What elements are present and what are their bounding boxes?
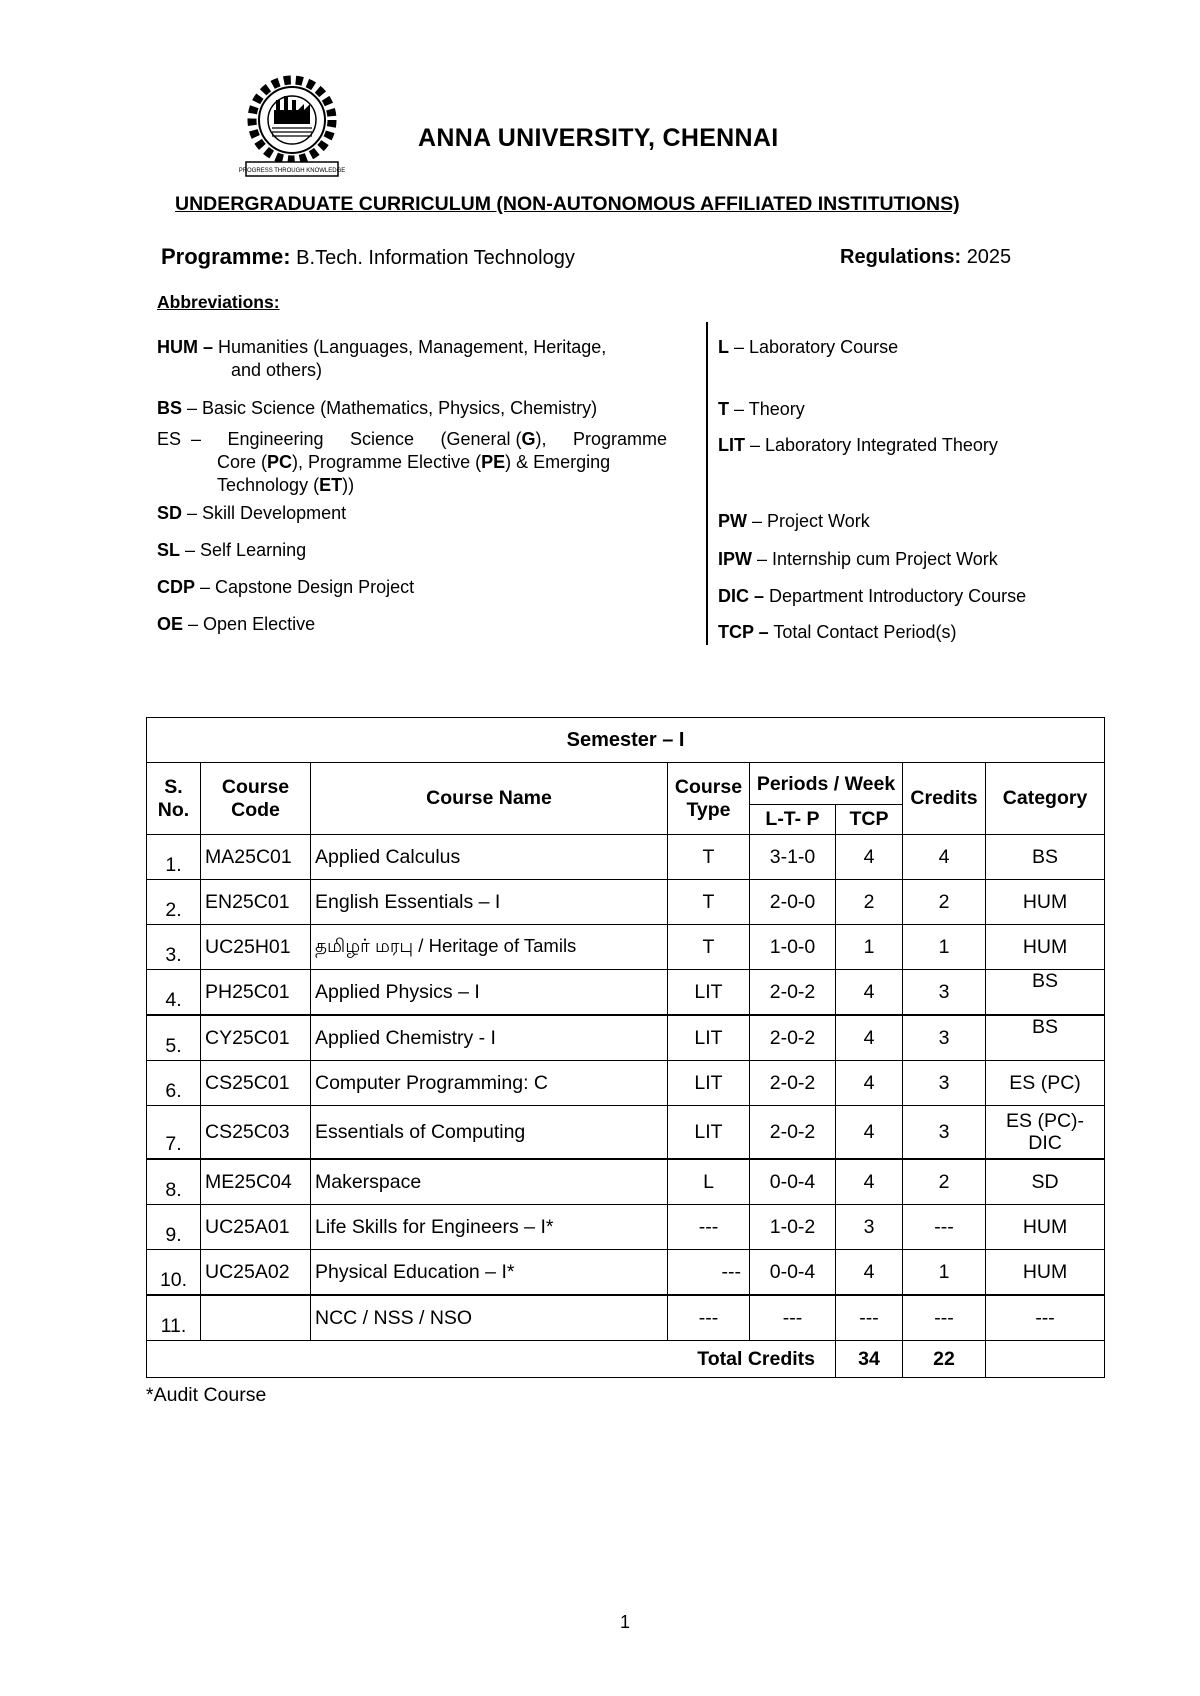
table-row	[147, 1106, 1105, 1160]
cell-name: Essentials of Computing	[311, 1106, 668, 1160]
cell-credits: 2	[903, 1159, 986, 1205]
cell-sno: 6.	[147, 1061, 201, 1106]
cell-category: HUM	[986, 880, 1105, 925]
abbr-cdp	[157, 576, 414, 599]
programme-value: B.Tech. Information Technology	[296, 247, 575, 269]
cell-type: LIT	[668, 1015, 750, 1061]
cell-tcp: 4	[836, 1250, 903, 1296]
abbreviations-heading: Abbreviations:	[157, 292, 280, 312]
cell-code: UC25A02	[201, 1250, 311, 1296]
abbr-key: T	[718, 399, 729, 419]
abbr-t	[718, 398, 805, 421]
cell-tcp: 4	[836, 970, 903, 1016]
cell-sno: 3.	[147, 925, 201, 970]
cell-sno: 7.	[147, 1106, 201, 1160]
cell-ltp: 2-0-0	[750, 880, 836, 925]
cell-tcp: ---	[836, 1295, 903, 1341]
cell-credits: 2	[903, 880, 986, 925]
table-row	[147, 880, 1105, 925]
cell-name: Applied Physics – I	[311, 970, 668, 1016]
cell-name: தமிழர் மரபு / Heritage of Tamils	[311, 925, 668, 970]
cell-category: SD	[986, 1159, 1105, 1205]
abbr-key: LIT	[718, 435, 745, 455]
abbr-text: Technology (	[217, 475, 320, 495]
header-tcp: TCP	[836, 805, 903, 835]
cell-credits: 4	[903, 835, 986, 880]
cell-category: BS	[986, 835, 1105, 880]
cell-type: ---	[668, 1250, 750, 1296]
table-row	[147, 970, 1105, 1016]
abbr-text: Total Contact Period(s)	[773, 622, 957, 642]
abbr-key: PC	[267, 452, 293, 472]
table-row	[147, 925, 1105, 970]
cell-code: CS25C01	[201, 1061, 311, 1106]
abbr-key: DIC –	[718, 586, 765, 606]
semester-heading: Semester – I	[147, 718, 1105, 763]
total-credits: 22	[903, 1341, 986, 1378]
header-course-name: Course Name	[311, 763, 668, 835]
abbr-text: – Laboratory Course	[734, 337, 899, 357]
abbr-sd	[157, 502, 346, 525]
total-category-blank	[986, 1341, 1105, 1378]
cell-ltp: 1-0-2	[750, 1205, 836, 1250]
abbr-hum	[157, 336, 606, 382]
cell-credits: 3	[903, 970, 986, 1016]
cell-code: UC25H01	[201, 925, 311, 970]
abbr-text: Core (	[217, 452, 268, 472]
cell-code: MA25C01	[201, 835, 311, 880]
header-course-code: Course Code	[201, 763, 311, 835]
cell-type: LIT	[668, 1106, 750, 1160]
header-sno: S. No.	[147, 763, 201, 835]
cell-type: ---	[668, 1205, 750, 1250]
abbr-dash: –	[191, 429, 202, 449]
abbr-key: G	[521, 429, 536, 449]
cell-code: CY25C01	[201, 1015, 311, 1061]
regulations-label: Regulations:	[840, 246, 962, 268]
cell-name: English Essentials – I	[311, 880, 668, 925]
abbr-text: ))	[342, 475, 355, 495]
cell-type: T	[668, 835, 750, 880]
abbr-tcp	[718, 621, 956, 644]
abbr-key: ES	[157, 429, 182, 449]
abbr-text: Department Introductory Course	[769, 586, 1027, 606]
table-row	[147, 1250, 1105, 1296]
total-row	[147, 1341, 1105, 1378]
cell-type: LIT	[668, 970, 750, 1016]
total-label: Total Credits	[147, 1341, 836, 1378]
cell-sno: 11.	[147, 1295, 201, 1341]
cell-credits: ---	[903, 1205, 986, 1250]
abbr-key: TCP –	[718, 622, 769, 642]
abbr-text: Humanities (Languages, Management, Heritage,	[218, 337, 607, 357]
university-logo	[236, 70, 348, 180]
cell-type: ---	[668, 1295, 750, 1341]
cell-sno: 5.	[147, 1015, 201, 1061]
abbr-pw	[718, 510, 870, 533]
programme-separator: :	[283, 244, 291, 269]
programme-label: Programme	[161, 244, 284, 269]
cell-code	[201, 1295, 311, 1341]
cell-ltp: ---	[750, 1295, 836, 1341]
cell-name: Makerspace	[311, 1159, 668, 1205]
cell-tcp: 4	[836, 835, 903, 880]
cell-tcp: 1	[836, 925, 903, 970]
cell-tcp: 4	[836, 1015, 903, 1061]
cell-ltp: 3-1-0	[750, 835, 836, 880]
header-category: Category	[986, 763, 1105, 835]
abbr-key: PW	[718, 511, 747, 531]
cell-name: Physical Education – I*	[311, 1250, 668, 1296]
regulations-line	[840, 246, 1011, 269]
cell-tcp: 2	[836, 880, 903, 925]
header-periods-week: Periods / Week	[750, 763, 903, 805]
abbr-key: CDP	[157, 577, 196, 597]
cell-tcp: 4	[836, 1106, 903, 1160]
cell-code: EN25C01	[201, 880, 311, 925]
abbr-bs	[157, 397, 597, 420]
cell-code: CS25C03	[201, 1106, 311, 1160]
cell-name: NCC / NSS / NSO	[311, 1295, 668, 1341]
table-row	[147, 1295, 1105, 1341]
abbr-text: ) & Emerging	[505, 452, 611, 472]
abbr-text: – Internship cum Project Work	[752, 549, 998, 569]
abbr-text: Science	[350, 429, 415, 449]
cell-sno: 2.	[147, 880, 201, 925]
total-tcp: 34	[836, 1341, 903, 1378]
table-row	[147, 1205, 1105, 1250]
abbr-key: L	[718, 337, 729, 357]
cell-sno: 4.	[147, 970, 201, 1016]
cell-ltp: 2-0-2	[750, 1015, 836, 1061]
abbr-text: – Laboratory Integrated Theory	[750, 435, 998, 455]
abbr-key: OE	[157, 614, 184, 634]
cell-category: HUM	[986, 1250, 1105, 1296]
cell-name: Computer Programming: C	[311, 1061, 668, 1106]
abbr-lit	[718, 434, 998, 457]
university-title: ANNA UNIVERSITY, CHENNAI	[418, 124, 779, 152]
abbr-oe	[157, 613, 315, 636]
cell-credits: 3	[903, 1061, 986, 1106]
cell-category: BS	[986, 1015, 1105, 1061]
abbr-key: ET	[319, 475, 343, 495]
programme-line	[161, 244, 575, 270]
abbr-l	[718, 336, 898, 359]
cell-sno: 8.	[147, 1159, 201, 1205]
abbr-dic	[718, 585, 1026, 608]
cell-ltp: 0-0-4	[750, 1250, 836, 1296]
abbr-text: Engineering	[227, 429, 324, 449]
semester-table	[146, 717, 1105, 1378]
table-row	[147, 835, 1105, 880]
cell-tcp: 4	[836, 1159, 903, 1205]
cell-name: Applied Chemistry - I	[311, 1015, 668, 1061]
cell-type: LIT	[668, 1061, 750, 1106]
cell-credits: 1	[903, 1250, 986, 1296]
cell-ltp: 2-0-2	[750, 1061, 836, 1106]
cell-type: T	[668, 880, 750, 925]
cell-code: PH25C01	[201, 970, 311, 1016]
cell-name: Applied Calculus	[311, 835, 668, 880]
cell-ltp: 2-0-2	[750, 970, 836, 1016]
table-row	[147, 1015, 1105, 1061]
cell-ltp: 0-0-4	[750, 1159, 836, 1205]
header-ltp: L-T- P	[750, 805, 836, 835]
audit-footnote: *Audit Course	[146, 1384, 267, 1406]
abbr-key: HUM –	[157, 337, 214, 357]
cell-category: ES (PC)-DIC	[986, 1106, 1105, 1160]
abbr-text: – Project Work	[752, 511, 870, 531]
curriculum-title: UNDERGRADUATE CURRICULUM (NON-AUTONOMOUS AFFILIATED INSTITUTIONS)	[175, 193, 960, 215]
header-course-type: Course Type	[668, 763, 750, 835]
cell-category: ES (PC)	[986, 1061, 1105, 1106]
column-divider	[706, 322, 708, 645]
abbr-text: Programme	[572, 429, 667, 449]
table-row	[147, 1061, 1105, 1106]
table-row	[147, 1159, 1105, 1205]
cell-credits: 1	[903, 925, 986, 970]
cell-sno: 9.	[147, 1205, 201, 1250]
abbr-text: (General (	[440, 429, 522, 449]
cell-type: L	[668, 1159, 750, 1205]
cell-code: ME25C04	[201, 1159, 311, 1205]
cell-sno: 1.	[147, 835, 201, 880]
cell-credits: 3	[903, 1015, 986, 1061]
abbr-key: SD	[157, 503, 183, 523]
abbr-key: SL	[157, 540, 181, 560]
abbr-text: – Self Learning	[185, 540, 307, 560]
abbr-key: IPW	[718, 549, 752, 569]
abbr-key: BS	[157, 398, 183, 418]
cell-category: HUM	[986, 1205, 1105, 1250]
cell-credits: 3	[903, 1106, 986, 1160]
abbr-text: and others)	[231, 360, 323, 380]
abbr-text: ), Programme Elective (	[292, 452, 482, 472]
abbr-text: – Open Elective	[188, 614, 316, 634]
abbr-ipw	[718, 548, 998, 571]
cell-sno: 10.	[147, 1250, 201, 1296]
cell-credits: ---	[903, 1295, 986, 1341]
cell-type: T	[668, 925, 750, 970]
cell-tcp: 3	[836, 1205, 903, 1250]
page-number: 1	[620, 1612, 631, 1632]
header-credits: Credits	[903, 763, 986, 835]
regulations-value: 2025	[966, 246, 1012, 268]
cell-category: ---	[986, 1295, 1105, 1341]
abbr-key: PE	[481, 452, 506, 472]
abbr-text: – Basic Science (Mathematics, Physics, Chemistry)	[187, 398, 598, 418]
cell-category: HUM	[986, 925, 1105, 970]
abbr-es	[157, 428, 667, 497]
abbr-text: – Capstone Design Project	[200, 577, 415, 597]
abbr-text: – Skill Development	[187, 503, 347, 523]
cell-category: BS	[986, 970, 1105, 1016]
abbr-sl	[157, 539, 306, 562]
cell-ltp: 2-0-2	[750, 1106, 836, 1160]
abbr-text: ),	[535, 429, 547, 449]
cell-tcp: 4	[836, 1061, 903, 1106]
abbr-text: – Theory	[734, 399, 805, 419]
cell-name: Life Skills for Engineers – I*	[311, 1205, 668, 1250]
cell-ltp: 1-0-0	[750, 925, 836, 970]
svg-text:PROGRESS THROUGH KNOWLEDGE: PROGRESS THROUGH KNOWLEDGE	[238, 168, 346, 174]
cell-code: UC25A01	[201, 1205, 311, 1250]
